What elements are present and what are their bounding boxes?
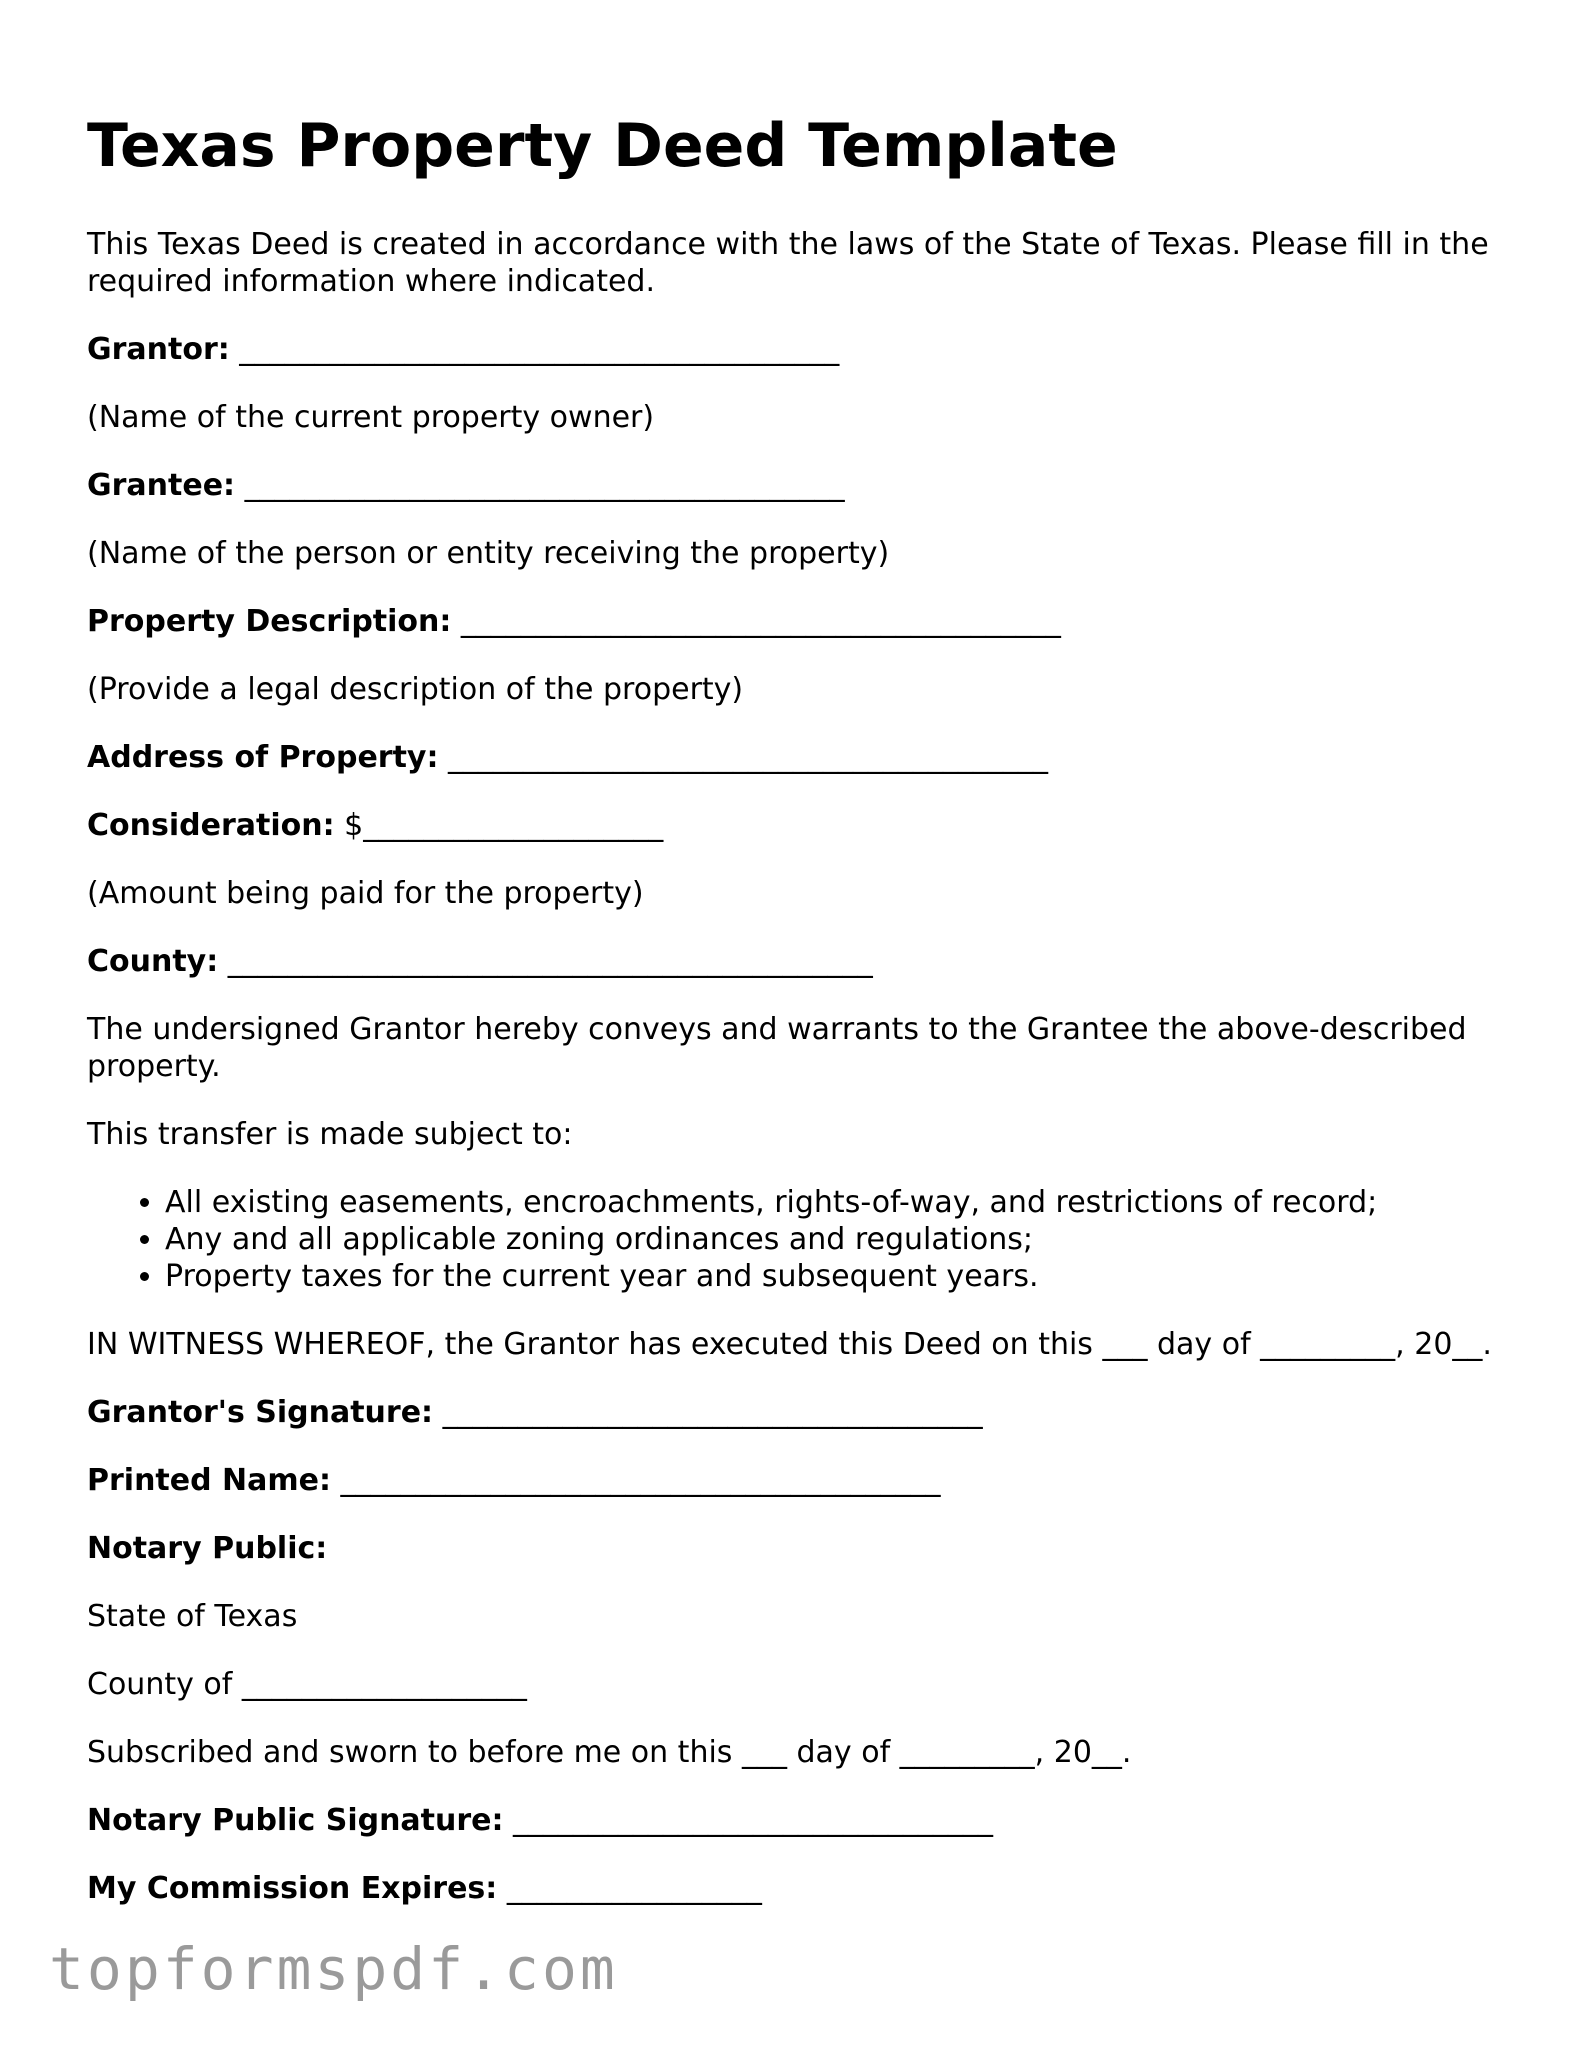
notary-signature-label: Notary Public Signature: [87,1803,504,1838]
subject-intro: This transfer is made subject to: [87,1117,573,1152]
printed-name-blank: ________________________________________ [330,1463,941,1498]
notary-state: State of Texas [87,1599,298,1634]
page-title: Texas Property Deed Template [87,111,1118,181]
property-description-note: (Provide a legal description of the property) [87,672,744,707]
county-label: County: [87,944,219,979]
subscribed-line: Subscribed and sworn to before me on this ___ day of _________, 20__. [87,1735,1132,1770]
property-description-line [87,603,1507,640]
notary-signature-blank: ________________________________ [503,1803,994,1838]
grantor-blank: ________________________________________ [229,332,840,367]
grantee-note: (Name of the person or entity receiving the property) [87,536,890,571]
commission-expires-blank: _________________ [497,1871,762,1906]
deed-document [87,100,1507,1938]
county-line [87,943,1507,980]
grantor-signature-blank: ____________________________________ [433,1395,983,1430]
subject-list [87,1184,1507,1295]
list-item: • All existing easements, encroachments, rights-of-way, and restrictions of record; [165,1184,1507,1221]
grantor-line [87,331,1507,368]
consideration-label: Consideration: [87,808,335,843]
list-item: • Any and all applicable zoning ordinances and regulations; [165,1221,1507,1258]
grantee-line [87,467,1507,504]
commission-expires-label: My Commission Expires: [87,1871,498,1906]
consideration-note: (Amount being paid for the property) [87,876,644,911]
grantee-label: Grantee: [87,468,236,503]
notary-county: County of ___________________ [87,1667,527,1702]
witness-paragraph: IN WITNESS WHEREOF, the Grantor has executed this Deed on this ___ day of _________, 20__. [87,1327,1492,1362]
grantee-blank: ________________________________________ [235,468,845,503]
grantor-label: Grantor: [87,332,230,367]
intro-paragraph: This Texas Deed is created in accordance with the laws of the State of Texas. Please fill in the required information where indicated. [87,227,1489,299]
notary-heading: Notary Public: [87,1531,328,1566]
notary-signature-line [87,1802,1507,1839]
property-description-blank: ________________________________________ [451,604,1061,639]
watermark: topformspdf.com [49,1935,618,2003]
grantor-signature-line [87,1394,1507,1431]
list-item: • Property taxes for the current year and subsequent years. [165,1258,1507,1295]
grantor-signature-label: Grantor's Signature: [87,1395,434,1430]
conveyance-paragraph: The undersigned Grantor hereby conveys and warrants to the Grantee the above-described property. [87,1012,1467,1084]
consideration-blank: $____________________ [334,808,664,843]
commission-expires-line [87,1870,1507,1907]
address-line [87,739,1507,776]
printed-name-line [87,1462,1507,1499]
property-description-label: Property Description: [87,604,452,639]
consideration-line [87,807,1507,844]
address-blank: ________________________________________ [438,740,1049,775]
address-label: Address of Property: [87,740,439,775]
county-blank: ___________________________________________ [218,944,873,979]
printed-name-label: Printed Name: [87,1463,331,1498]
grantor-note: (Name of the current property owner) [87,400,655,435]
